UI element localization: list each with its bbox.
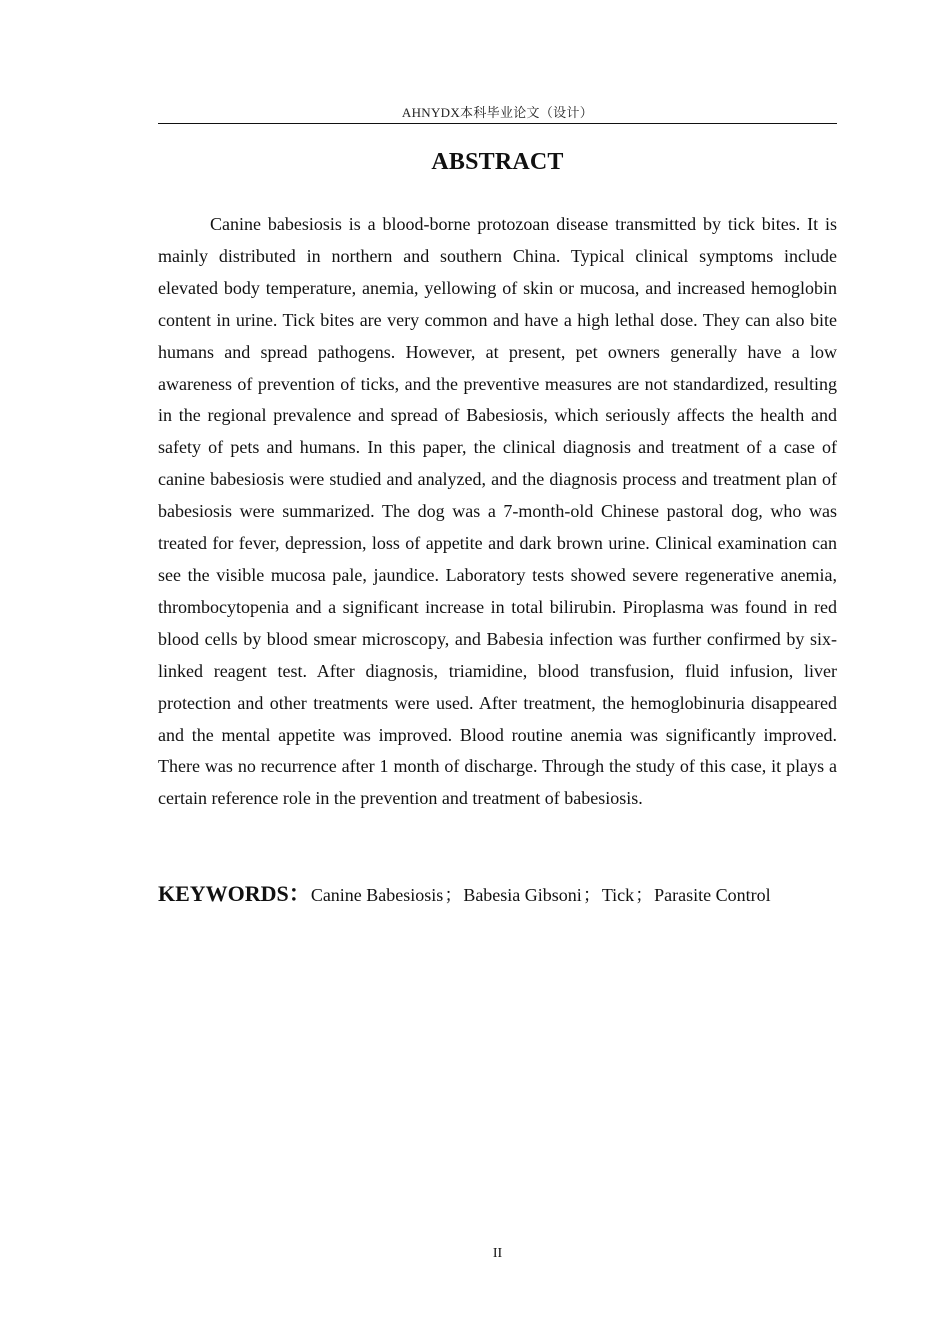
keyword-separator: ；: [444, 885, 463, 905]
keyword-item: Parasite Control: [654, 885, 771, 905]
header-rule: [158, 123, 837, 124]
running-header: AHNYDX本科毕业论文（设计）: [401, 105, 594, 120]
keyword-separator: ；: [582, 885, 601, 905]
keywords-label: KEYWORDS：: [158, 881, 311, 906]
page-number: II: [492, 1246, 503, 1261]
keywords-line: [158, 876, 837, 913]
abstract-title: ABSTRACT: [431, 149, 564, 175]
keyword-separator: ；: [635, 885, 654, 905]
keyword-item: Canine Babesiosis: [310, 885, 444, 905]
keyword-item: Babesia Gibsoni: [463, 885, 582, 905]
keyword-item: Tick: [601, 885, 635, 905]
abstract-body: Canine babesiosis is a blood-borne protozoan disease transmitted by tick bites. It is mainly distributed in northern and southern China. Typical clinical symptoms include elevated body temperature, anemia, yellowing of skin or mucosa, and increased hemoglobin content in urine. Tick bites are very common and have a high lethal dose. They can also bite humans and spread pathogens. However, at present, pet owners generally have a low awareness of prevention of ticks, and the preventive measures are not standardized, resulting in the regional prevalence and spread of Babesiosis, which seriously affects the health and safety of pets and humans. In this paper, the clinical diagnosis and treatment of a case of canine babesiosis were studied and analyzed, and the diagnosis process and treatment plan of babesiosis were summarized. The dog was a 7-month-old Chinese pastoral dog, who was treated for fever, depression, loss of appetite and dark brown urine. Clinical examination can see the visible mucosa pale, jaundice. Laboratory tests showed severe regenerative anemia, thrombocytopenia and a significant increase in total bilirubin. Piroplasma was found in red blood cells by blood smear microscopy, and Babesia infection was further confirmed by six-linked reagent test. After diagnosis, triamidine, blood transfusion, fluid infusion, liver protection and other treatments were used. After treatment, the hemoglobinuria disappeared and the mental appetite was improved. Blood routine anemia was significantly improved. There was no recurrence after 1 month of discharge. Through the study of this case, it plays a certain reference role in the prevention and treatment of babesiosis.: [158, 214, 837, 809]
